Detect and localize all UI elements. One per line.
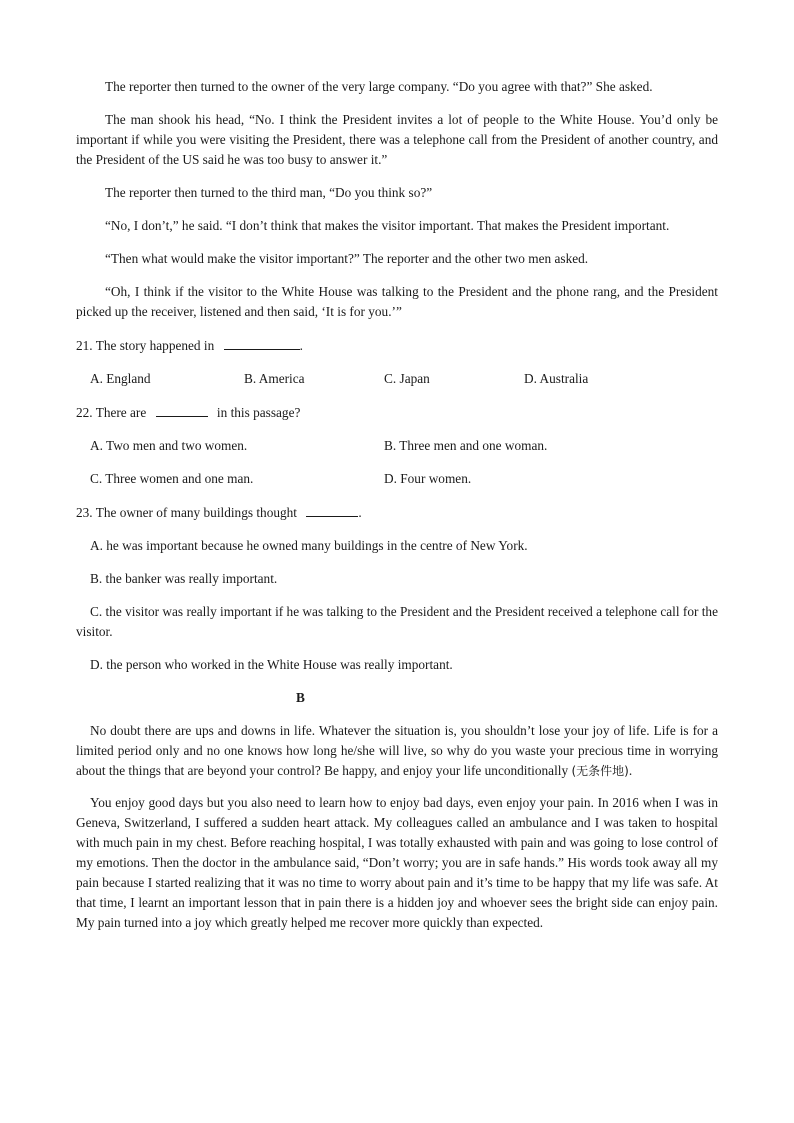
passage-paragraph: The reporter then turned to the owner of the very large company. “Do you agree with that?” She asked.: [105, 79, 653, 94]
options-21: [76, 369, 718, 389]
question-end: .: [299, 338, 303, 353]
passage-paragraph: “Then what would make the visitor important?” The reporter and the other two men asked.: [105, 251, 589, 266]
question-stem: 23. The owner of many buildings thought: [76, 505, 297, 520]
option-c: C. Japan: [384, 371, 430, 386]
option-d: D. Australia: [524, 371, 589, 386]
passage-paragraph: The reporter then turned to the third man, “Do you think so?”: [105, 185, 433, 200]
question-stem: 22. There are: [76, 405, 147, 420]
passage-b-paragraph-1: [76, 721, 718, 781]
answer-blank: [156, 402, 208, 417]
passage-paragraph: “Oh, I think if the visitor to the White House was talking to the President and the phone rang, and the President picked up the receiver, listened and then said, ‘It is for you.’”: [76, 284, 718, 319]
question-21: [76, 335, 718, 356]
option-d: D. the person who worked in the White House was really important.: [90, 657, 453, 672]
option-a: A. he was important because he owned many buildings in the centre of New York.: [90, 538, 528, 553]
question-end: in this passage?: [216, 405, 301, 420]
options-22-row2: [76, 469, 718, 489]
question-22: [76, 402, 718, 423]
option-a: A. Two men and two women.: [90, 438, 248, 453]
question-23: [76, 502, 718, 523]
option-b: B. the banker was really important.: [90, 571, 278, 586]
passage-b-paragraph-2: You enjoy good days but you also need to learn how to enjoy bad days, even enjoy your pain. In 2016 when I was in Geneva, Switzerland, I suffered a sudden heart attack. My colleagues called an ambulance and I was taken to hospital with much pain in my chest. Before reaching hospital, I was totally exhausted with pain and was going to lose control of my emotions. Then the doctor in the ambulance said, “Don’t worry; you are in safe hands.” His words took away all my pain because I started realizing that it was no time to worry about pain and it’s time to be happy that my life was safe. At that time, I learnt an important lesson that in pain there is a hidden joy and whoever sees the bright side can enjoy pain. My pain turned into a joy which greatly helped me recover more quickly than expected.: [76, 795, 718, 930]
answer-blank: [224, 335, 300, 350]
paragraph-text: No doubt there are ups and downs in life. Whatever the situation is, you shouldn’t lose your joy of life. Life is for a limited period only and no one knows how long he/she will live, so why do you waste your precious time in worrying about the things that are beyond your control? Be happy, and enjoy your life unconditionally: [76, 723, 718, 778]
passage-paragraph: The man shook his head, “No. I think the President invites a lot of people to the White House. You’d only be important if while you were visiting the President, there was a telephone call from the President of another country, and the President of the US said he was too busy to answer it.”: [76, 112, 718, 167]
question-stem: 21. The story happened in: [76, 338, 215, 353]
options-22-row1: [76, 436, 718, 456]
option-c: C. Three women and one man.: [90, 471, 254, 486]
option-b: B. America: [244, 371, 305, 386]
question-end: .: [358, 505, 362, 520]
option-c: C. the visitor was really important if he was talking to the President and the President received a telephone call for the visitor.: [76, 604, 718, 639]
option-b: B. Three men and one woman.: [384, 438, 548, 453]
passage-paragraph: “No, I don’t,” he said. “I don’t think that makes the visitor important. That makes the President important.: [105, 218, 670, 233]
option-a: A. England: [90, 371, 151, 386]
option-d: D. Four women.: [384, 471, 472, 486]
paragraph-end: .: [628, 763, 633, 778]
answer-blank: [306, 502, 358, 517]
chinese-gloss: (无条件地): [571, 764, 629, 778]
section-heading: B: [296, 690, 305, 705]
document-page: [76, 77, 718, 945]
